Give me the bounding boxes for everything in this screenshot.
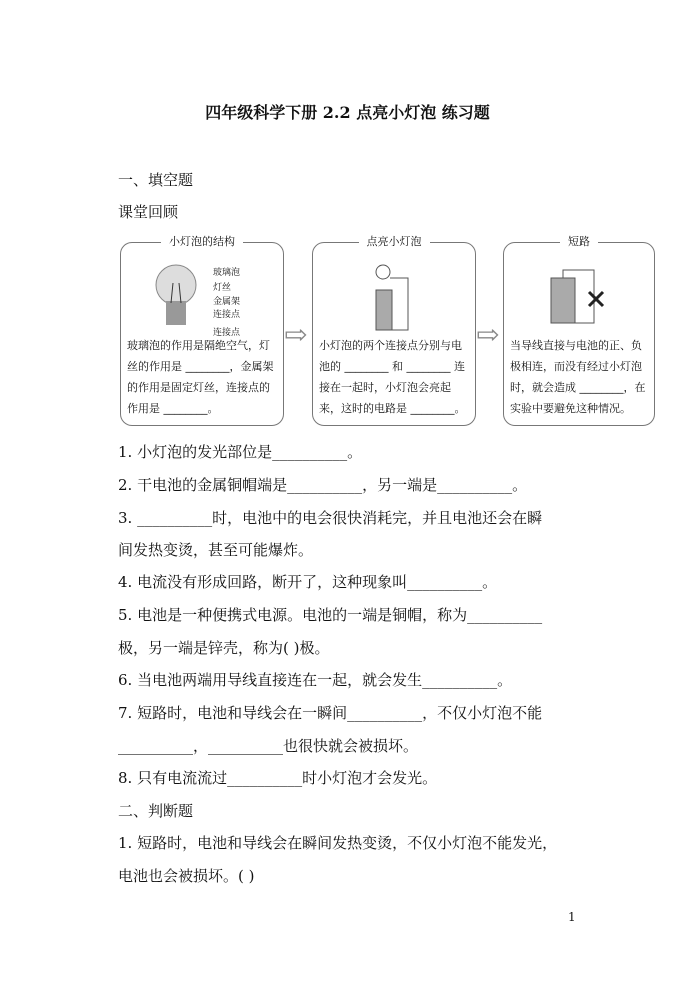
section-fill-blank: 一、填空题 [118, 171, 194, 189]
panel-heading: 小灯泡的结构 [161, 235, 243, 248]
label: 金属架 [213, 297, 241, 307]
panel-light-bulb [312, 235, 476, 426]
bulb-icon [151, 263, 211, 333]
question-line: 7. 短路时，电池和导线会在一瞬间__________，不仅小灯泡不能 [118, 704, 543, 722]
label: 灯丝 [213, 283, 232, 293]
arrow-icon: ⇨ [476, 318, 500, 351]
question-line: 4. 电流没有形成回路，断开了，这种现象叫__________。 [118, 573, 498, 591]
label: 玻璃泡 [213, 268, 241, 278]
page-title: 四年级科学下册 2.2 点亮小灯泡 练习题 [205, 103, 490, 122]
question-line: 间发热变烫，甚至可能爆炸。 [118, 541, 314, 559]
short-circuit-icon [549, 268, 619, 328]
label: 连接点 [213, 310, 241, 320]
question-line: 6. 当电池两端用导线直接连在一起，就会发生__________。 [118, 671, 513, 689]
review-heading: 课堂回顾 [118, 203, 179, 221]
panel-short-circuit [503, 235, 655, 426]
question-line: 极，另一端是锌壳，称为( )极。 [118, 639, 330, 657]
question-line: 8. 只有电流流过__________时小灯泡才会发光。 [118, 769, 438, 787]
section-judgment: 二、判断题 [118, 802, 194, 820]
page-number: 1 [568, 910, 576, 924]
question-line: 1. 小灯泡的发光部位是__________。 [118, 443, 363, 461]
question-line: 1. 短路时，电池和导线会在瞬间发热变烫，不仅小灯泡不能发光， [118, 834, 558, 852]
panel-bulb-structure [120, 235, 284, 426]
panel-heading: 点亮小灯泡 [359, 235, 430, 248]
question-line: 电池也会被损坏。( ) [118, 867, 255, 885]
question-line: __________，__________也很快就会被损坏。 [118, 737, 419, 755]
question-line: 3. __________时，电池中的电会很快消耗完，并且电池还会在瞬 [118, 509, 543, 527]
panel-text: 当导线直接与电池的正、负极相连，而没有经过小灯泡时，就会造成 ________，在实验中要避免这种情况。 [510, 339, 646, 415]
panel-heading: 短路 [560, 235, 598, 248]
arrow-icon: ⇨ [284, 318, 308, 351]
label: 连接点 [213, 328, 241, 338]
question-line: 2. 干电池的金属铜帽端是__________，另一端是__________。 [118, 476, 528, 494]
panel-text: 玻璃泡的作用是隔绝空气，灯丝的作用是 ________，金属架的作用是固定灯丝，连接点的作用是 ________。 [127, 339, 274, 415]
question-line: 5. 电池是一种便携式电源。电池的一端是铜帽，称为__________ [118, 606, 543, 624]
circuit-icon [368, 258, 418, 338]
panel-text: 小灯泡的两个连接点分别与电池的 ________ 和 ________ 连接在一起时，小灯泡会亮起来，这时的电路是 ________。 [319, 339, 466, 415]
